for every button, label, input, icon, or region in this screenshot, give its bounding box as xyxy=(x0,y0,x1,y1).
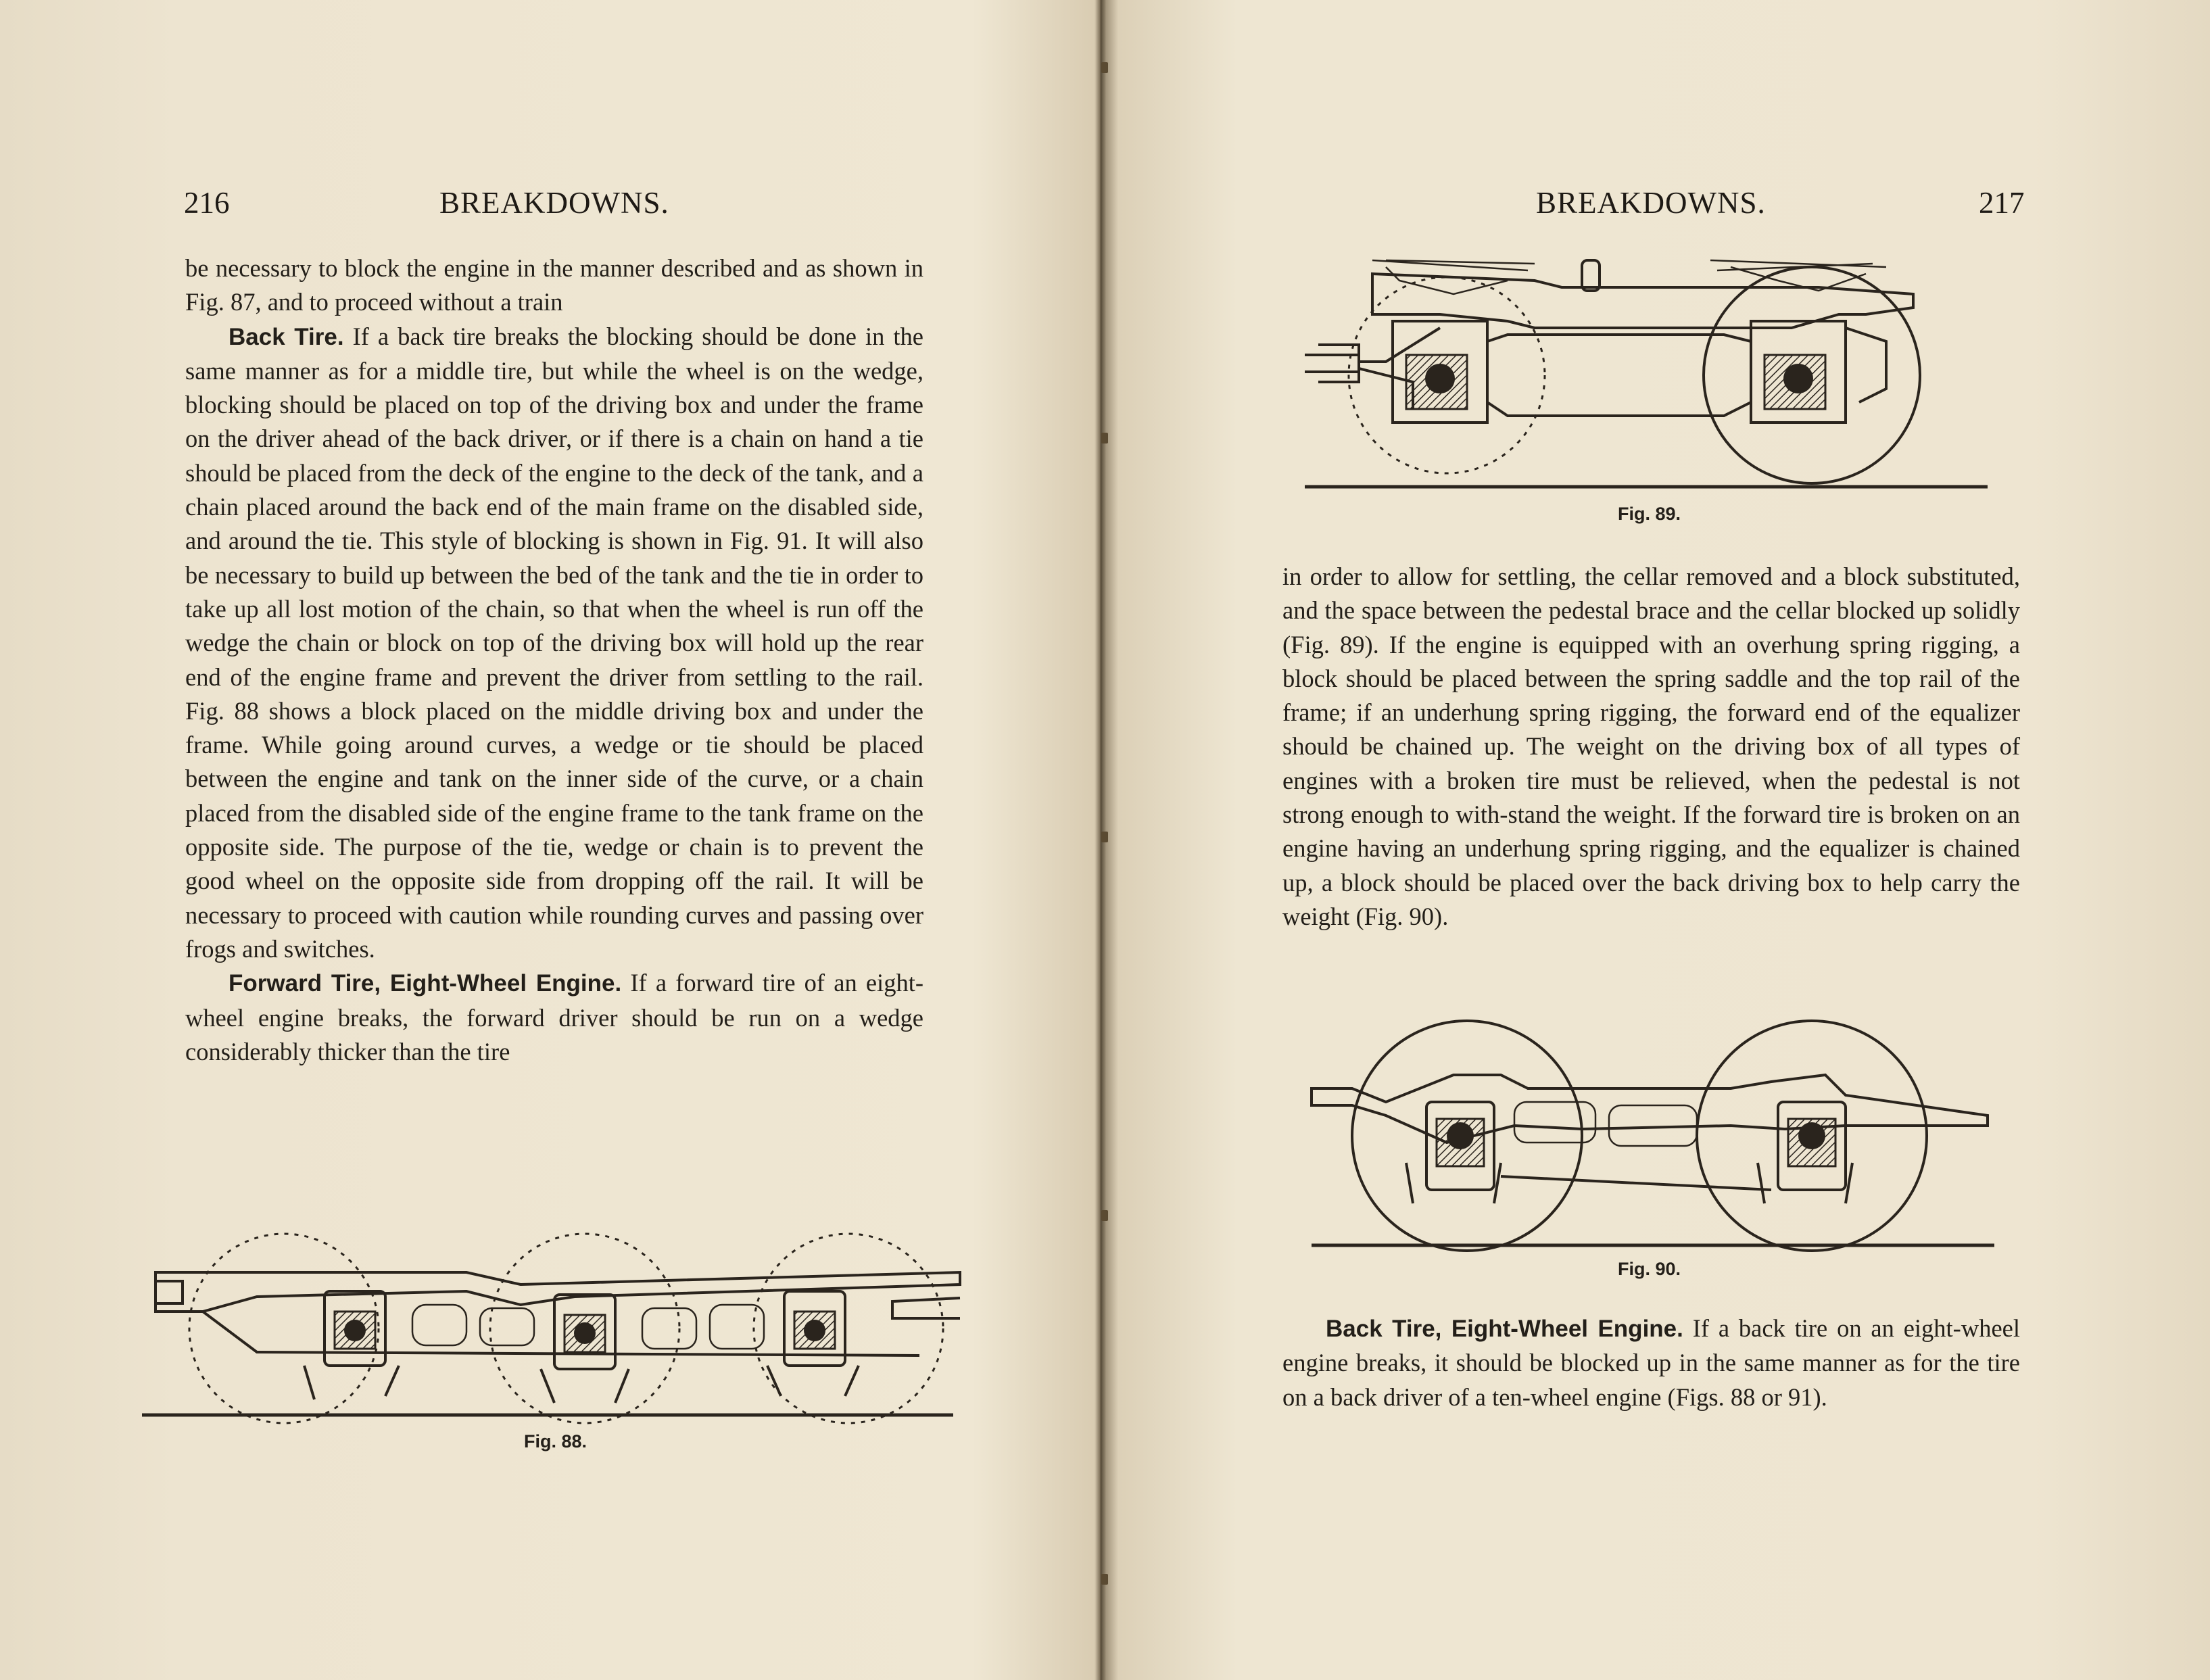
paragraph xyxy=(1282,1312,2020,1414)
paragraph-text: If a back tire breaks the blocking should be done in the same manner as for a middle tire, but while the wheel is on the wedge, blocking should be placed on top of the driving box and under the frame on the driver ahead of the back driver, or if there is a chain on hand a tie should be placed from the deck of the engine to the deck of the tank, and a chain placed around the back end of the main frame on the disabled side, and around the tie. This style of blocking is shown in Fig. 91. It will also be necessary to build up between the bed of the tank and the tie in order to take up all lost motion of the chain, so that when the wheel is run off the wedge the chain or block on top of the driving box will hold up the rear end of the engine frame and prevent the driver from settling to the rail. Fig. 88 shows a block placed on the middle driving box and under the frame. While going around curves, a wedge or tie should be placed between the engine and tank on the inner side of the curve, or a chain placed from the disabled side of the engine frame to the tank frame on the opposite side. The purpose of the tie, wedge or chain is to prevent the good wheel on the opposite side from dropping off the rail. It will be necessary to proceed with caution while rounding curves and passing over frogs and switches. xyxy=(185,322,923,963)
figure-caption: Fig. 89. xyxy=(1618,504,1681,524)
figure-caption: Fig. 88. xyxy=(524,1431,587,1451)
paragraph-text: in order to allow for settling, the cellar removed and a block substituted, and the space between the pedestal brace and the cellar blocked up solidly (Fig. 89). If the engine is equipped with an overhung spring rigging, a block should be placed between the spring saddle and the top rail of the frame; if an underhung spring rigging, the forward end of the equalizer should be chained up. The weight on the driving box of all types of engines with a broken tire must be relieved, when the pedestal is not strong enough to with-stand the weight. If the forward tire is broken on an engine having an underhung spring rigging, and the equalizer is chained up, a block should be placed over the back driving box to help carry the weight (Fig. 90). xyxy=(1282,562,2020,930)
binding-stitch xyxy=(1101,832,1108,842)
right-closing-text xyxy=(1282,1312,2020,1414)
running-head: BREAKDOWNS. xyxy=(439,186,669,220)
paragraph-text: If a back tire on an eight-wheel engine breaks, it should be blocked up in the same manner as for the tire on a back driver of a ten-wheel engine (Figs. 88 or 91). xyxy=(1282,1314,2020,1411)
paragraph-text: be necessary to block the engine in the manner described and as shown in Fig. 87, and to proceed without a train xyxy=(185,254,923,316)
binding-stitch xyxy=(1101,1574,1108,1585)
figure-90-drawing xyxy=(1312,1007,2001,1257)
binding-stitch xyxy=(1101,62,1108,73)
binding-stitch xyxy=(1101,433,1108,443)
paragraph-lead: Forward Tire, Eight-Wheel Engine. xyxy=(229,970,622,997)
right-body-text xyxy=(1282,560,2020,934)
paragraph xyxy=(185,251,923,320)
running-head: BREAKDOWNS. xyxy=(1536,186,1766,220)
figure-89-drawing xyxy=(1305,254,2001,490)
paragraph xyxy=(185,966,923,1069)
figure-caption: Fig. 90. xyxy=(1618,1259,1681,1279)
figure-88-drawing xyxy=(142,1217,960,1433)
paragraph-lead: Back Tire. xyxy=(229,323,344,350)
left-body-text xyxy=(185,251,923,1069)
paragraph-text: If a forward tire of an eight-wheel engine breaks, the forward driver should be run on a wedge considerably thicker than the tire xyxy=(185,969,923,1065)
page-number: 216 xyxy=(184,186,230,220)
left-page xyxy=(0,0,1095,1680)
paragraph xyxy=(1282,560,2020,934)
paragraph xyxy=(185,320,923,967)
page-number: 217 xyxy=(1979,186,2025,220)
paragraph-lead: Back Tire, Eight-Wheel Engine. xyxy=(1326,1316,1683,1342)
right-page xyxy=(1109,0,2210,1680)
binding-stitch xyxy=(1101,1210,1108,1221)
